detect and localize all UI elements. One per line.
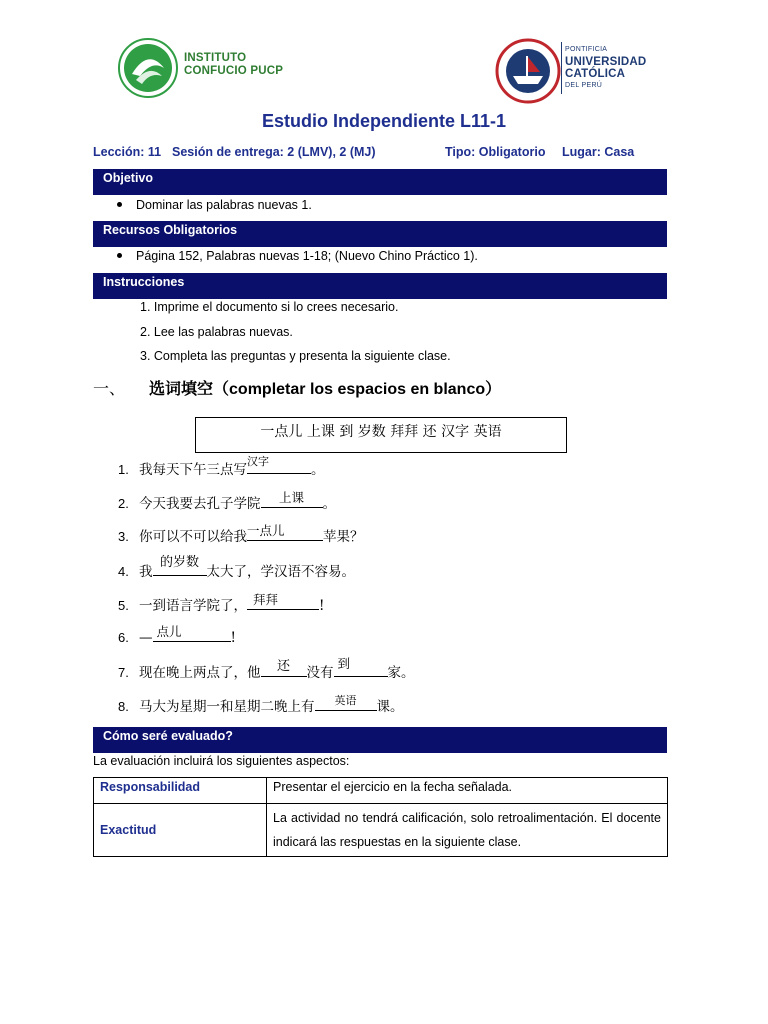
- answer-text: 还: [276, 659, 290, 674]
- question-text: !: [319, 598, 325, 614]
- answer-text: 上课: [278, 490, 304, 505]
- confucius-institute-logo: [118, 38, 318, 98]
- answer-text: 汉字: [247, 455, 269, 468]
- question-text: 。: [322, 496, 336, 512]
- question-text: 我每天下午三点写: [139, 462, 247, 478]
- question-number: 3.: [118, 529, 129, 544]
- pucp-line4: DEL PERÚ: [565, 82, 603, 89]
- leccion-label: Lección: 11: [93, 145, 162, 159]
- criterion-description: La actividad no tendrá calificación, solo retroalimentación. El docente indicará las respuestas en la siguiente clase.: [267, 804, 668, 857]
- recursos-item-text: Página 152, Palabras nuevas 1-18; (Nuevo Chino Práctico 1).: [136, 249, 478, 263]
- question-2: [118, 492, 336, 512]
- evaluacion-intro: La evaluación incluirá los siguientes aspectos:: [93, 754, 350, 768]
- question-text: 我: [139, 564, 153, 580]
- bullet-icon: [117, 202, 122, 207]
- instruccion-item: 3. Completa las preguntas y presenta la siguiente clase.: [140, 349, 451, 363]
- question-number: 1.: [118, 462, 129, 477]
- question-number: 8.: [118, 699, 129, 714]
- answer-text: 一点儿: [247, 523, 285, 538]
- pucp-line3: CATÓLICA: [565, 68, 626, 80]
- question-text: 马大为星期一和星期二晚上有: [139, 699, 315, 715]
- criterion-name: Responsabilidad: [94, 778, 267, 804]
- answer-blank: [261, 490, 323, 508]
- exercise-title-zh: 选词填空: [149, 379, 214, 398]
- question-8: [118, 695, 404, 715]
- question-text: 太大了，学汉语不容易。: [206, 564, 355, 580]
- tipo-label: Tipo: Obligatorio: [445, 145, 546, 159]
- pucp-seal-icon: [495, 38, 561, 104]
- question-text: 没有: [306, 665, 334, 681]
- question-5: [118, 594, 324, 614]
- pucp-line1: PONTIFICIA: [565, 46, 608, 53]
- confucius-institute-emblem-icon: [118, 38, 178, 98]
- instruccion-item: 2. Lee las palabras nuevas.: [140, 325, 293, 339]
- answer-text: 到: [337, 656, 351, 671]
- question-number: 4.: [118, 564, 129, 579]
- question-3: [118, 525, 364, 545]
- question-text: 一到语言学院了，: [139, 598, 247, 614]
- institute-name-line2: CONFUCIO PUCP: [184, 65, 284, 77]
- answer-blank: [247, 592, 319, 610]
- evaluacion-heading: Cómo seré evaluado?: [93, 727, 667, 753]
- institute-name-line1: INSTITUTO: [184, 52, 247, 64]
- question-text: 。: [311, 462, 325, 478]
- question-number: 6.: [118, 630, 129, 645]
- answer-blank: [334, 656, 388, 677]
- question-text: 课。: [376, 699, 404, 715]
- table-row: [94, 804, 668, 857]
- answer-text: 点儿: [156, 624, 182, 639]
- question-number: 5.: [118, 598, 129, 613]
- question-number: 2.: [118, 496, 129, 511]
- question-6: [118, 624, 236, 646]
- answer-text: 的岁数: [159, 555, 199, 570]
- question-text: 现在晚上两点了，他: [139, 665, 261, 681]
- recursos-heading: Recursos Obligatorios: [93, 221, 667, 247]
- bullet-icon: [117, 253, 122, 258]
- instrucciones-heading: Instrucciones: [93, 273, 667, 299]
- question-text: 你可以不可以给我: [139, 529, 247, 545]
- answer-blank: [261, 659, 307, 677]
- lugar-label: Lugar: Casa: [562, 145, 635, 159]
- sesion-label: Sesión de entrega: 2 (LMV), 2 (MJ): [172, 145, 376, 159]
- criterion-name: Exactitud: [94, 804, 267, 857]
- question-text: 家。: [387, 665, 415, 681]
- objetivo-heading: Objetivo: [93, 169, 667, 195]
- criterion-description: Presentar el ejercicio en la fecha señalada.: [267, 778, 668, 804]
- objetivo-item: [117, 198, 312, 212]
- pucp-line2: UNIVERSIDAD: [565, 56, 647, 68]
- question-4: [118, 555, 355, 580]
- question-text: 苹果？: [323, 529, 364, 545]
- question-text: 今天我要去孔子学院: [139, 496, 261, 512]
- criteria-table: [93, 777, 668, 857]
- exercise-heading: [93, 376, 501, 399]
- logo-divider: [561, 42, 562, 94]
- word-bank: 一点儿 上课 到 岁数 拜拜 还 汉字 英语: [195, 417, 567, 453]
- answer-blank: [153, 555, 207, 576]
- question-1: [118, 455, 325, 478]
- question-text: !: [230, 630, 236, 646]
- objetivo-item-text: Dominar las palabras nuevas 1.: [136, 198, 312, 212]
- exercise-title-es: （completar los espacios en blanco）: [213, 381, 502, 398]
- instruccion-item: 1. Imprime el documento si lo crees necesario.: [140, 300, 399, 314]
- pucp-logo: [495, 38, 665, 102]
- question-7: [118, 656, 415, 681]
- recursos-item: [117, 249, 478, 263]
- answer-text: 英语: [334, 694, 357, 707]
- answer-blank: [247, 455, 311, 474]
- question-number: 7.: [118, 665, 129, 680]
- answer-blank: [153, 624, 231, 642]
- answer-blank: [315, 696, 377, 711]
- table-row: [94, 778, 668, 804]
- question-text: —: [139, 630, 153, 646]
- answer-blank: [247, 523, 323, 541]
- answer-text: 拜拜: [253, 592, 279, 607]
- exercise-number: 一、: [93, 379, 126, 398]
- document-title: Estudio Independiente L11-1: [261, 111, 507, 131]
